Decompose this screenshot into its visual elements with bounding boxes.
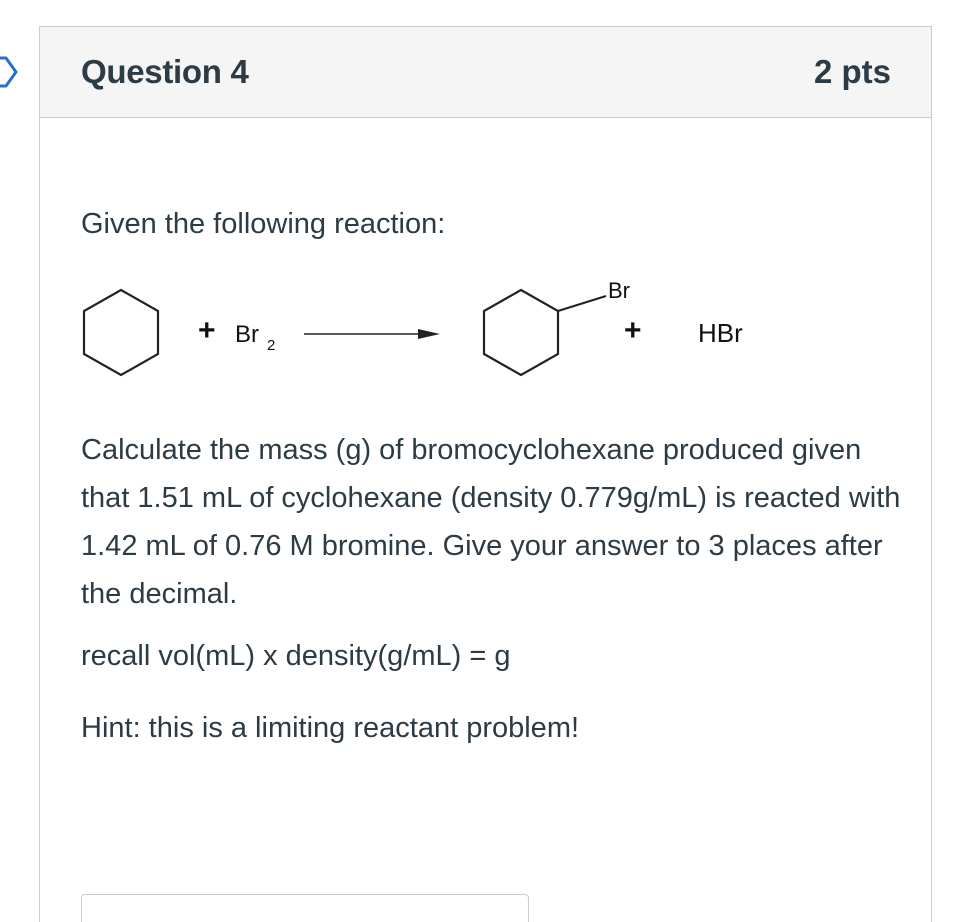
reaction-arrow-head (418, 329, 440, 339)
reagent-bromine: Br (235, 321, 259, 348)
question-marker-icon[interactable] (0, 54, 18, 90)
answer-input[interactable] (81, 894, 529, 922)
reaction-plus-2: + (624, 314, 642, 347)
question-title: Question 4 (81, 53, 249, 90)
reaction-plus-1: + (198, 314, 216, 347)
byproduct-hbr: HBr (698, 318, 743, 348)
hint-text: Hint: this is a limiting reactant problem! (81, 712, 580, 744)
intro-text: Given the following reaction: (81, 208, 446, 240)
question-card (39, 26, 932, 922)
problem-text: Calculate the mass (g) of bromocyclohexane produced given that 1.51 mL of cyclohexane (density 0.779g/mL) is reacted with 1.42 mL of 0.76 M bromine. Give your answer to 3 places after the decimal. (81, 434, 901, 610)
reaction-scheme (78, 278, 758, 408)
reagent-subscript: 2 (267, 337, 276, 354)
recall-formula: recall vol(mL) x density(g/mL) = g (81, 640, 511, 672)
question-header (40, 27, 931, 118)
question-points: 2 pts (813, 53, 891, 90)
bromocyclohexane-ring (484, 290, 558, 375)
bromo-substituent: Br (608, 278, 630, 303)
cyclohexane-ring (84, 290, 158, 375)
carbon-bromine-bond (558, 296, 606, 311)
